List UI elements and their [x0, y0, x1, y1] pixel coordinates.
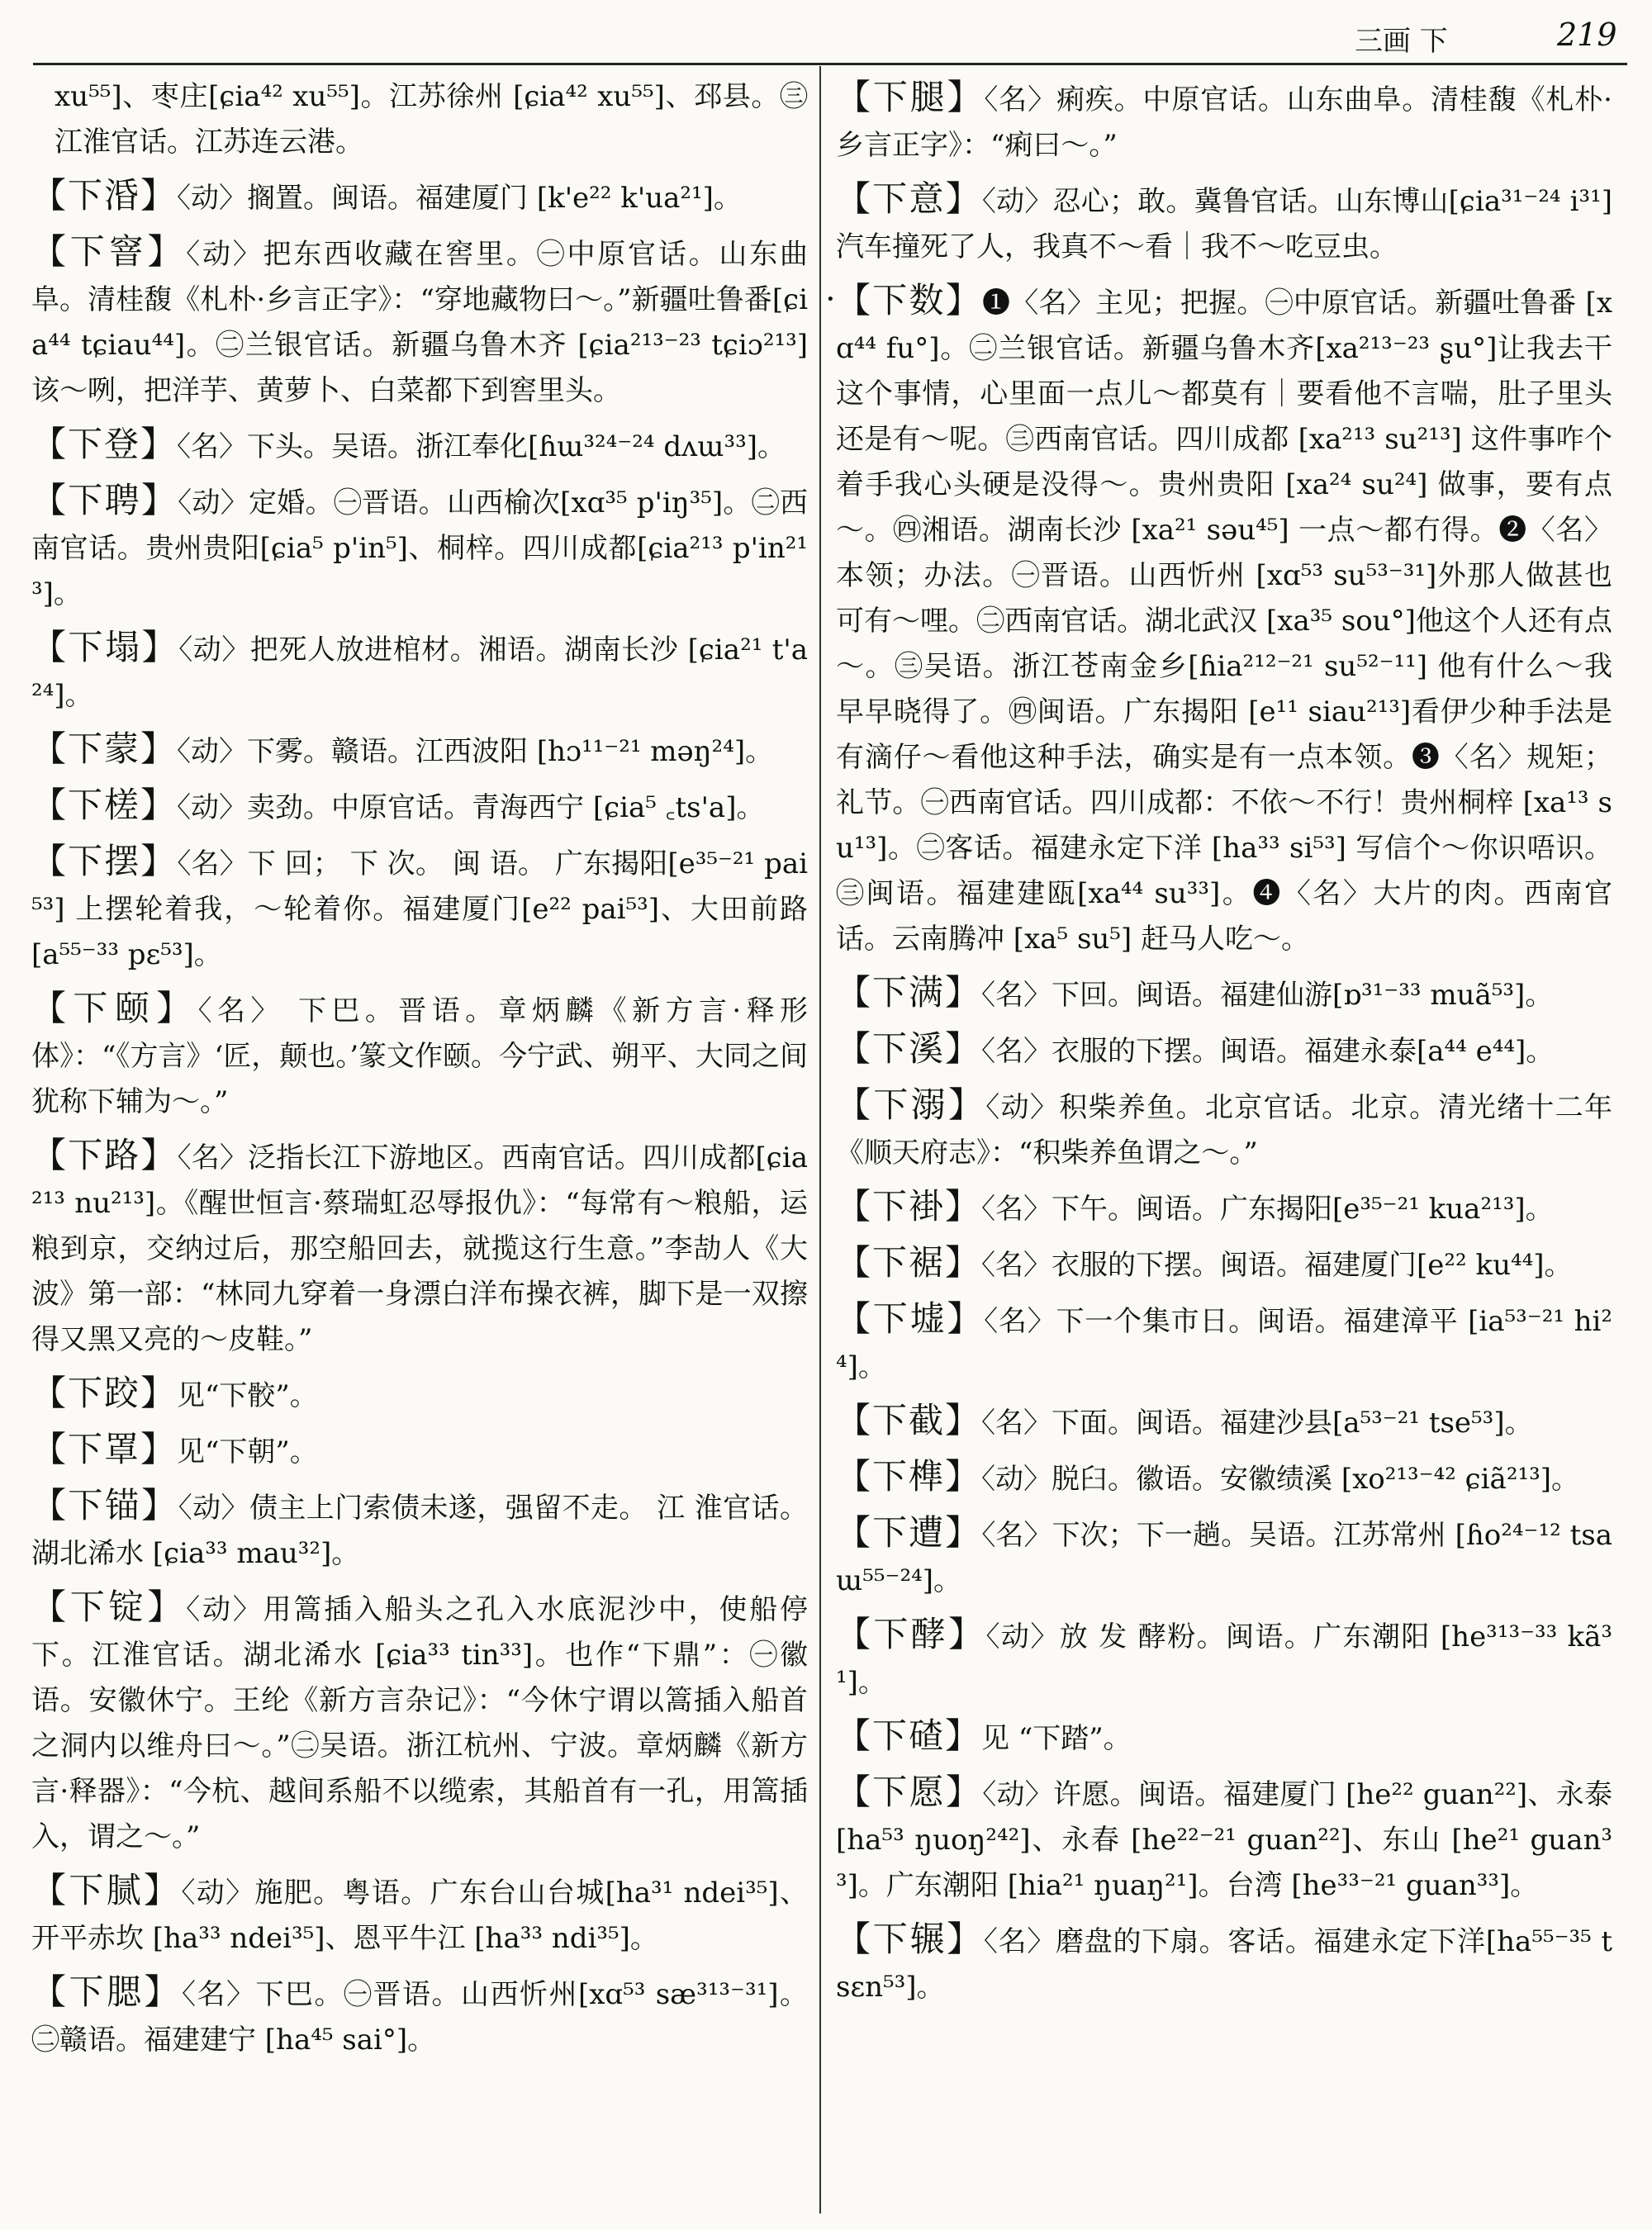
dictionary-entry	[836, 1769, 1612, 1909]
entry-text: 〈名〉下次；下一趟。吴语。江苏常州 [ɦo²⁴⁻¹² tsaɯ⁵⁵⁻²⁴]。	[836, 1519, 1612, 1597]
entry-text: 见“下朝”。	[177, 1435, 318, 1468]
entry-text: 见“下骹”。	[177, 1379, 318, 1412]
page-number: 219	[1557, 17, 1617, 53]
headword: 【下蒙】	[31, 728, 178, 769]
headword: 【下裾】	[836, 1242, 982, 1283]
entry-text: 〈动〉定婚。㊀晋语。山西榆次[xɑ³⁵ p'iŋ³⁵]。㊁西南官话。贵州贵阳[ɕia⁵ p'in⁵]、桐梓。四川成都[ɕia²¹³ p'in²¹³]。	[31, 486, 808, 610]
dictionary-entry	[836, 1026, 1612, 1075]
headword: 【下辗】	[836, 1919, 984, 1959]
headword: 【下数】	[836, 280, 983, 320]
headword: 【下登】	[31, 424, 178, 464]
dictionary-entry	[31, 1426, 808, 1475]
entry-text: 〈名〉衣服的下摆。闽语。福建永泰[a⁴⁴ e⁴⁴]。	[981, 1035, 1555, 1068]
bullet-marker: •	[826, 291, 835, 308]
entry-text: 〈动〉许愿。闽语。福建厦门 [he²² guan²²]、永泰 [ha⁵³ ŋuoŋ²⁴²]、永春 [he²²⁻²¹ guan²²]、东山 [he²¹ guan³³]。广东潮阳 [hia²¹ ŋuaŋ²¹]。台湾 [he³³⁻²¹ guan³³]。	[836, 1778, 1612, 1902]
dictionary-entry	[31, 1969, 808, 2063]
headword: 【下腿】	[836, 77, 985, 117]
headword: 【下腻】	[31, 1870, 182, 1910]
headword: 【下罩】	[31, 1429, 178, 1469]
entry-text: 〈名〉下一个集市日。闽语。福建漳平 [ia⁵³⁻²¹ hi²⁴]。	[836, 1305, 1612, 1383]
dictionary-entry	[836, 1184, 1612, 1232]
column-divider	[819, 66, 821, 2213]
dictionary-entry	[31, 624, 808, 719]
dictionary-entry	[836, 176, 1612, 270]
headword: 【下摆】	[31, 841, 178, 881]
headword: 【下塌】	[31, 627, 179, 667]
entry-text: 〈名〉痢疾。中原官话。山东曲阜。清桂馥《札朴·乡言正字》：“痢曰～。”	[836, 83, 1612, 162]
entry-text: 见 “下踏”。	[981, 1722, 1132, 1755]
dictionary-entry	[31, 1370, 808, 1419]
dictionary-entry	[31, 477, 808, 617]
headword: 【下意】	[836, 178, 982, 219]
dictionary-entry	[31, 1483, 808, 1577]
entry-text: 〈名〉下巴。㊀晋语。山西忻州[xɑ⁵³ sæ³¹³⁻³¹]。㊁赣语。福建建宁 [ha⁴⁵ sai°]。	[31, 1978, 808, 2057]
entry-text: xu⁵⁵]、枣庄[ɕia⁴² xu⁵⁵]。江苏徐州 [ɕia⁴² xu⁵⁵]、邳县。㊂江淮官话。江苏连云港。	[55, 80, 808, 159]
dictionary-entry	[836, 1240, 1612, 1288]
headword: 【下愿】	[836, 1772, 983, 1812]
entry-text: 〈名〉下 回； 下 次。 闽 语。 广东揭阳[e³⁵⁻²¹ pai⁵³] 上摆轮着我，～轮着你。福建厦门[e²² pai⁵³]、大田前路 [a⁵⁵⁻³³ pɛ⁵³]。	[31, 847, 808, 971]
headword: 【下褂】	[836, 1186, 982, 1226]
page-header	[0, 0, 1652, 66]
entry-text: 〈动〉把死人放进棺材。湘语。湖南长沙 [ɕia²¹ t'a²⁴]。	[31, 633, 808, 712]
dictionary-entry	[31, 1584, 808, 1860]
headword: 【下路】	[31, 1135, 178, 1175]
entry-text: 〈名〉下回。闽语。福建仙游[ɒ³¹⁻³³ muã⁵³]。	[981, 979, 1554, 1012]
dictionary-entry	[836, 1510, 1612, 1604]
entry-text: 〈动〉债主上门索债未遂，强留不走。 江 淮官话。湖北浠水 [ɕia³³ mau³²]。	[31, 1492, 808, 1570]
headword: 【下跤】	[31, 1373, 178, 1413]
dictionary-entry	[836, 1082, 1612, 1176]
entry-text: 〈名〉下午。闽语。广东揭阳[e³⁵⁻²¹ kua²¹³]。	[981, 1193, 1554, 1226]
dictionary-entry	[836, 278, 1612, 962]
headword: 【下聘】	[31, 480, 178, 520]
entry-text: 〈动〉施肥。粤语。广东台山台城[ha³¹ ndei³⁵]、开平赤坎 [ha³³ ndei³⁵]、恩平牛江 [ha³³ ndi³⁵]。	[31, 1877, 808, 1955]
entry-text: 〈动〉脱臼。徽语。安徽绩溪 [xo²¹³⁻⁴² ɕiã²¹³]。	[981, 1463, 1579, 1496]
dictionary-entry	[31, 74, 808, 165]
section-title: 三画 下	[1355, 25, 1448, 58]
dictionary-entry	[31, 1867, 808, 1962]
dictionary-entry	[31, 421, 808, 470]
dictionary-entry	[836, 1397, 1612, 1446]
dictionary-entry	[31, 985, 808, 1125]
entry-text: 〈动〉忍心；敢。冀鲁官话。山东博山[ɕia³¹⁻²⁴ i³¹] 汽车撞死了人，我真不～看｜我不～吃豆虫。	[836, 185, 1612, 263]
headword: 【下窨】	[31, 231, 187, 272]
dictionary-entry	[836, 74, 1612, 168]
entry-text: 〈动〉卖劲。中原官话。青海西宁 [ɕia⁵ ꜀ts'a]。	[177, 791, 765, 824]
dictionary-entry	[836, 1713, 1612, 1762]
headword: 【下溪】	[836, 1028, 982, 1069]
dictionary-entry	[31, 726, 808, 775]
headword: 【下槎】	[31, 785, 178, 825]
dictionary-entry	[836, 1296, 1612, 1390]
right-column	[836, 74, 1612, 2018]
dictionary-entry	[31, 229, 808, 414]
entry-text: 〈动〉搁置。闽语。福建厦门 [k'e²² k'ua²¹]。	[177, 182, 742, 215]
dictionary-entry	[31, 838, 808, 978]
dictionary-entry	[31, 782, 808, 831]
headword: 【下墟】	[836, 1298, 985, 1339]
entry-text: 〈动〉下雾。赣语。江西波阳 [hɔ¹¹⁻²¹ məŋ²⁴]。	[177, 735, 774, 768]
entry-text: 〈动〉用篙插入船头之孔入水底泥沙中，使船停下。江淮官话。湖北浠水 [ɕia³³ tin³³]。也作“下鼎”：㊀徽语。安徽休宁。王纶《新方言杂记》：“今休宁谓以篙插入船首之洞内以维舟曰～。”㊁吴语。浙江杭州、宁波。章炳麟《新方言·释器》：“今杭、越间系船不以缆索，其船首有一孔，用篙插入，谓之～。”	[31, 1593, 808, 1853]
headword: 【下锭】	[31, 1587, 187, 1627]
entry-text: ❶〈名〉主见；把握。㊀中原官话。新疆吐鲁番 [xɑ⁴⁴ fu°]。㊁兰银官话。新疆乌鲁木齐[xa²¹³⁻²³ ʂu°]让我去干这个事情，心里面一点儿～都莫有｜要看他不言喘，肚子里头还是有～呢。㊂西南官话。四川成都 [xa²¹³ su²¹³] 这件事咋个着手我心头硬是没得～。贵州贵阳 [xa²⁴ su²⁴] 做事，要有点～。㊃湘语。湖南长沙 [xa²¹ səu⁴⁵] 一点～都冇得。❷〈名〉本领；办法。㊀晋语。山西忻州 [xɑ⁵³ su⁵³⁻³¹]外那人做甚也可有～哩。㊁西南官话。湖北武汉 [xa³⁵ sou°]他这个人还有点～。㊂吴语。浙江苍南金乡[ɦia²¹²⁻²¹ su⁵²⁻¹¹] 他有什么～我早早晓得了。㊃闽语。广东揭阳 [e¹¹ siau²¹³]看伊少种手法是有滴仔～看他这种手法，确实是有一点本领。❸〈名〉规矩；礼节。㊀西南官话。四川成都：不依～不行！贵州桐梓 [xa¹³ su¹³]。㊁客话。福建永定下洋 [ha³³ si⁵³] 写信个～你识唔识。㊂闽语。福建建瓯[xa⁴⁴ su³³]。❹〈名〉大片的肉。西南官话。云南腾冲 [xa⁵ su⁵] 赶马人吃～。	[836, 287, 1612, 956]
entry-text: 〈动〉放 发 酵粉。闽语。广东潮阳 [he³¹³⁻³³ kã³¹]。	[836, 1620, 1612, 1699]
headword: 【下遭】	[836, 1512, 982, 1553]
entry-text: 〈动〉积柴养鱼。北京官话。北京。清光绪十二年《顺天府志》：“积柴养鱼谓之～。”	[836, 1091, 1612, 1170]
headword: 【下腮】	[31, 1971, 182, 2012]
headword: 【下涽】	[31, 175, 178, 216]
entry-text: 〈名〉泛指长江下游地区。西南官话。四川成都[ɕia²¹³ nu²¹³]。《醒世恒言·蔡瑞虹忍辱报仇》：“每常有～粮船，运粮到京，交纳过后，那空船回去，就揽这行生意。”李劼人《大波》第一部：“林同九穿着一身漂白洋布操衣裤，脚下是一双擦得又黑又亮的～皮鞋。”	[31, 1141, 808, 1356]
headword: 【下溺】	[836, 1084, 986, 1125]
headword: 【下颐】	[31, 988, 198, 1028]
dictionary-entry	[836, 970, 1612, 1018]
header-rule	[33, 63, 1627, 65]
entry-text: 〈动〉把东西收藏在窖里。㊀中原官话。山东曲阜。清桂馥《札朴·乡言正字》：“穿地藏物曰～。”新疆吐鲁番[ɕia⁴⁴ tɕiau⁴⁴]。㊁兰银官话。新疆乌鲁木齐 [ɕia²¹³⁻²³ tɕiɔ²¹³]该～咧，把洋芋、黄萝卜、白菜都下到窖里头。	[31, 238, 808, 407]
entry-text: 〈名〉 下巴。晋语。章炳麟《新方言·释形体》：“《方言》‘匠，颠也。’篆文作颐。今宁武、朔平、大同之间犹称下辅为～。”	[31, 994, 808, 1118]
dictionary-entry	[836, 1916, 1612, 2010]
dictionary-entry	[836, 1611, 1612, 1706]
left-column	[31, 74, 808, 2071]
dictionary-entry	[31, 173, 808, 221]
dictionary-entry	[31, 1132, 808, 1363]
headword: 【下锚】	[31, 1485, 178, 1525]
dictionary-entry	[836, 1454, 1612, 1502]
headword: 【下碴】	[836, 1715, 982, 1756]
entry-text: 〈名〉下面。闽语。福建沙县[a⁵³⁻²¹ tse⁵³]。	[981, 1407, 1533, 1440]
headword: 【下酵】	[836, 1614, 986, 1654]
entry-text: 〈名〉下头。吴语。浙江奉化[ɦɯ³²⁴⁻²⁴ dʌɯ³³]。	[177, 430, 786, 463]
headword: 【下满】	[836, 972, 982, 1013]
entry-text: 〈名〉磨盘的下扇。客话。福建永定下洋[ha⁵⁵⁻³⁵ tsɛn⁵³]。	[836, 1925, 1612, 2004]
headword: 【下截】	[836, 1400, 982, 1440]
headword: 【下榫】	[836, 1456, 982, 1497]
entry-text: 〈名〉衣服的下摆。闽语。福建厦门[e²² ku⁴⁴]。	[981, 1249, 1573, 1282]
